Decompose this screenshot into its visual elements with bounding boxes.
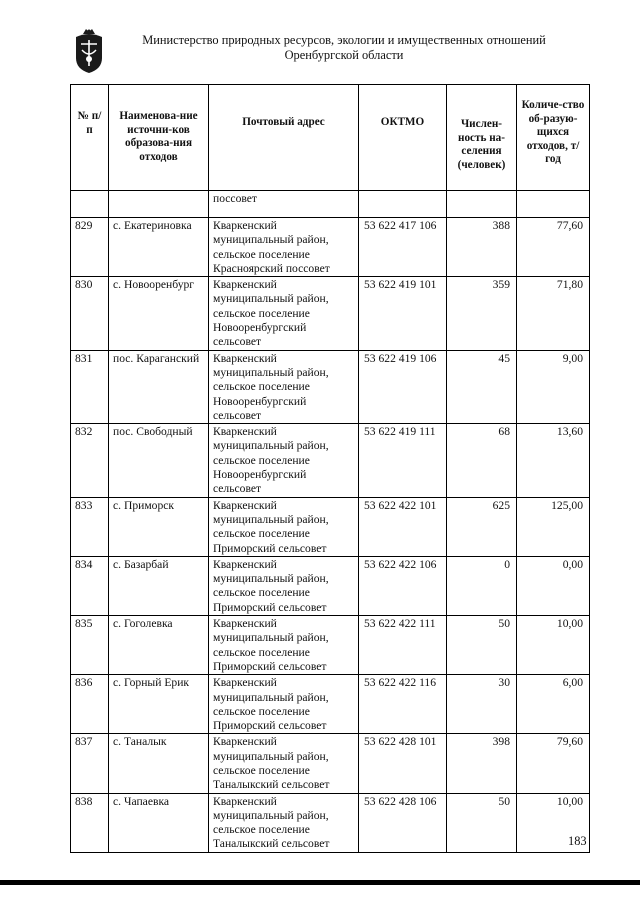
table-header-row — [71, 85, 590, 191]
row-oktmo: 53 622 428 101 — [359, 734, 447, 793]
coat-of-arms-icon — [72, 28, 106, 74]
row-address: Кваркенский муниципальный район, сельское поселение Таналыкский сельсовет — [209, 793, 359, 852]
row-waste: 71,80 — [517, 277, 590, 350]
row-number: 830 — [71, 277, 109, 350]
table-row — [71, 556, 590, 615]
row-address: Кваркенский муниципальный район, сельское поселение Таналыкский сельсовет — [209, 734, 359, 793]
row-address: Кваркенский муниципальный район, сельское поселение Приморский сельсовет — [209, 616, 359, 675]
row-source-name: с. Таналык — [109, 734, 209, 793]
row-waste: 77,60 — [517, 218, 590, 277]
row-address: Кваркенский муниципальный район, сельское поселение Новооренбургский сельсовет — [209, 350, 359, 423]
table-body — [71, 191, 590, 853]
row-source-name: пос. Караганский — [109, 350, 209, 423]
header-postal-address: Почтовый адрес — [209, 85, 359, 191]
row-waste: 125,00 — [517, 497, 590, 556]
header-population: Числен-ность на-селения (человек) — [447, 85, 517, 191]
row-oktmo: 53 622 419 101 — [359, 277, 447, 350]
row-number: 829 — [71, 218, 109, 277]
row-address: Кваркенский муниципальный район, сельское поселение Красноярский поссовет — [209, 218, 359, 277]
row-address: Кваркенский муниципальный район, сельское поселение Приморский сельсовет — [209, 675, 359, 734]
header-oktmo: ОКТМО — [359, 85, 447, 191]
row-oktmo: 53 622 422 111 — [359, 616, 447, 675]
header-source-name: Наименова-ние источни-ков образова-ния отходов — [109, 85, 209, 191]
table-row — [71, 734, 590, 793]
row-waste: 0,00 — [517, 556, 590, 615]
table-row — [71, 350, 590, 423]
row-waste: 10,00 — [517, 616, 590, 675]
header-number: № п/п — [71, 85, 109, 191]
row-oktmo: 53 622 419 111 — [359, 424, 447, 497]
row-population: 68 — [447, 424, 517, 497]
row-oktmo: 53 622 417 106 — [359, 218, 447, 277]
header-line-1: Министерство природных ресурсов, экологии и имущественных отношений — [142, 33, 546, 47]
row-number: 835 — [71, 616, 109, 675]
continuation-text: поссовет — [209, 191, 359, 218]
row-source-name: с. Приморск — [109, 497, 209, 556]
row-number: 837 — [71, 734, 109, 793]
row-source-name: с. Базарбай — [109, 556, 209, 615]
header-line-2: Оренбургской области — [284, 48, 404, 62]
row-oktmo: 53 622 422 106 — [359, 556, 447, 615]
row-population: 398 — [447, 734, 517, 793]
row-source-name: с. Чапаевка — [109, 793, 209, 852]
table-row — [71, 277, 590, 350]
table-row — [71, 497, 590, 556]
row-address: Кваркенский муниципальный район, сельское поселение Приморский сельсовет — [209, 497, 359, 556]
row-waste: 13,60 — [517, 424, 590, 497]
row-population: 0 — [447, 556, 517, 615]
row-source-name: с. Екатериновка — [109, 218, 209, 277]
row-oktmo: 53 622 419 106 — [359, 350, 447, 423]
row-oktmo: 53 622 422 101 — [359, 497, 447, 556]
row-number: 836 — [71, 675, 109, 734]
row-number: 833 — [71, 497, 109, 556]
row-number: 834 — [71, 556, 109, 615]
row-address: Кваркенский муниципальный район, сельское поселение Новооренбургский сельсовет — [209, 424, 359, 497]
row-address: Кваркенский муниципальный район, сельское поселение Новооренбургский сельсовет — [209, 277, 359, 350]
row-population: 50 — [447, 793, 517, 852]
bottom-scan-border — [0, 880, 640, 885]
row-population: 388 — [447, 218, 517, 277]
row-waste: 79,60 — [517, 734, 590, 793]
row-population: 50 — [447, 616, 517, 675]
row-number: 838 — [71, 793, 109, 852]
waste-sources-table-wrapper — [70, 84, 590, 853]
row-population: 625 — [447, 497, 517, 556]
continuation-row — [71, 191, 590, 218]
row-number: 832 — [71, 424, 109, 497]
table-row — [71, 793, 590, 852]
row-source-name: с. Гоголевка — [109, 616, 209, 675]
row-number: 831 — [71, 350, 109, 423]
row-source-name: с. Новооренбург — [109, 277, 209, 350]
waste-sources-table — [70, 84, 590, 853]
table-row — [71, 616, 590, 675]
table-row — [71, 218, 590, 277]
ministry-header — [118, 33, 570, 63]
row-population: 359 — [447, 277, 517, 350]
row-population: 30 — [447, 675, 517, 734]
row-waste: 6,00 — [517, 675, 590, 734]
table-row — [71, 675, 590, 734]
row-oktmo: 53 622 428 106 — [359, 793, 447, 852]
row-waste: 10,00 — [517, 793, 590, 852]
row-source-name: с. Горный Ерик — [109, 675, 209, 734]
row-oktmo: 53 622 422 116 — [359, 675, 447, 734]
header-waste-amount: Количе-ство об-разую-щихся отходов, т/год — [517, 85, 590, 191]
row-population: 45 — [447, 350, 517, 423]
row-source-name: пос. Свободный — [109, 424, 209, 497]
page-number: 183 — [568, 834, 587, 848]
row-waste: 9,00 — [517, 350, 590, 423]
table-row — [71, 424, 590, 497]
row-address: Кваркенский муниципальный район, сельское поселение Приморский сельсовет — [209, 556, 359, 615]
